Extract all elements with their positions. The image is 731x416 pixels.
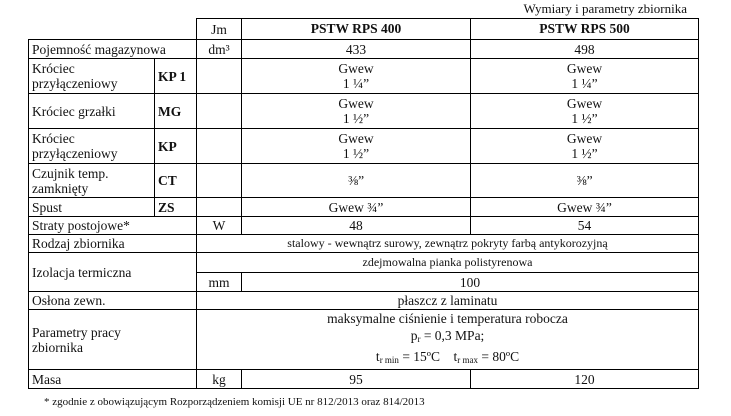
value-tank-type: stalowy - wewnątrz surowy, zewnątrz pokryty farbą antykorozyjną [197,235,699,253]
value-kp1-500: Gwew 1 ¼” [471,59,699,94]
unit-losses: W [197,217,242,235]
label-kp: Króciec przyłączeniowy [29,129,155,164]
value-kp-400: Gwew 1 ½” [242,129,471,164]
value-mass-500: 120 [471,370,699,389]
label-losses: Straty postojowe* [29,217,197,235]
value-capacity-400: 433 [242,40,471,59]
unit-capacity: dm³ [197,40,242,59]
header-rps400: PSTW RPS 400 [242,19,471,40]
spec-table [28,18,699,389]
row-ct [29,164,699,198]
value-losses-500: 54 [471,217,699,235]
value-ct-400: ⅜” [242,164,471,198]
header-row [29,19,699,40]
label-params: Parametry pracy zbiornika [29,310,197,370]
unit-kp [197,129,242,164]
unit-mg [197,94,242,129]
row-mg [29,94,699,129]
label-capacity: Pojemność magazynowa [29,40,197,59]
row-kp1 [29,59,699,94]
label-tank-type: Rodzaj zbiornika [29,235,197,253]
row-insulation [29,253,699,273]
unit-insulation: mm [197,273,242,292]
row-params [29,310,699,370]
value-kp-500: Gwew 1 ½” [471,129,699,164]
label-kp1: Króciec przyłączeniowy [29,59,155,94]
value-kp1-400: Gwew 1 ¼” [242,59,471,94]
row-capacity [29,40,699,59]
code-zs: ZS [155,198,197,217]
unit-kp1 [197,59,242,94]
row-losses [29,217,699,235]
unit-zs [197,198,242,217]
unit-ct [197,164,242,198]
code-mg: MG [155,94,197,129]
table-caption: Wymiary i parametry zbiornika [523,1,687,16]
label-insulation: Izolacja termiczna [29,253,197,292]
unit-mass: kg [197,370,242,389]
code-kp1: KP 1 [155,59,197,94]
value-insulation: zdejmowalna pianka polistyrenowa [197,253,699,273]
label-ct: Czujnik temp. zamknięty [29,164,155,198]
row-zs [29,198,699,217]
footnote: * zgodnie z obowiązującym Rozporządzeniem komisji UE nr 812/2013 oraz 814/2013 [44,396,425,408]
value-mg-500: Gwew 1 ½” [471,94,699,129]
label-mg: Króciec grzałki [29,94,155,129]
code-ct: CT [155,164,197,198]
row-cover [29,292,699,310]
header-jm: Jm [197,19,242,40]
header-rps500: PSTW RPS 500 [471,19,699,40]
label-mass: Masa [29,370,197,389]
label-cover: Osłona zewn. [29,292,197,310]
value-insulation-thickness: 100 [242,273,699,292]
value-params: maksymalne ciśnienie i temperatura robocza $p_r = 0,3$ MPa; $t_{r min}$ = 15ºC $t_{r max}$ = 80ºC [197,310,699,370]
label-zs: Spust [29,198,155,217]
code-kp: KP [155,129,197,164]
value-ct-500: ⅜” [471,164,699,198]
row-kp [29,129,699,164]
value-zs-400: Gwew ¾” [242,198,471,217]
value-mg-400: Gwew 1 ½” [242,94,471,129]
value-mass-400: 95 [242,370,471,389]
row-mass [29,370,699,389]
value-cover: płaszcz z laminatu [197,292,699,310]
header-empty [29,19,197,40]
row-tank-type [29,235,699,253]
value-losses-400: 48 [242,217,471,235]
value-capacity-500: 498 [471,40,699,59]
value-zs-500: Gwew ¾” [471,198,699,217]
